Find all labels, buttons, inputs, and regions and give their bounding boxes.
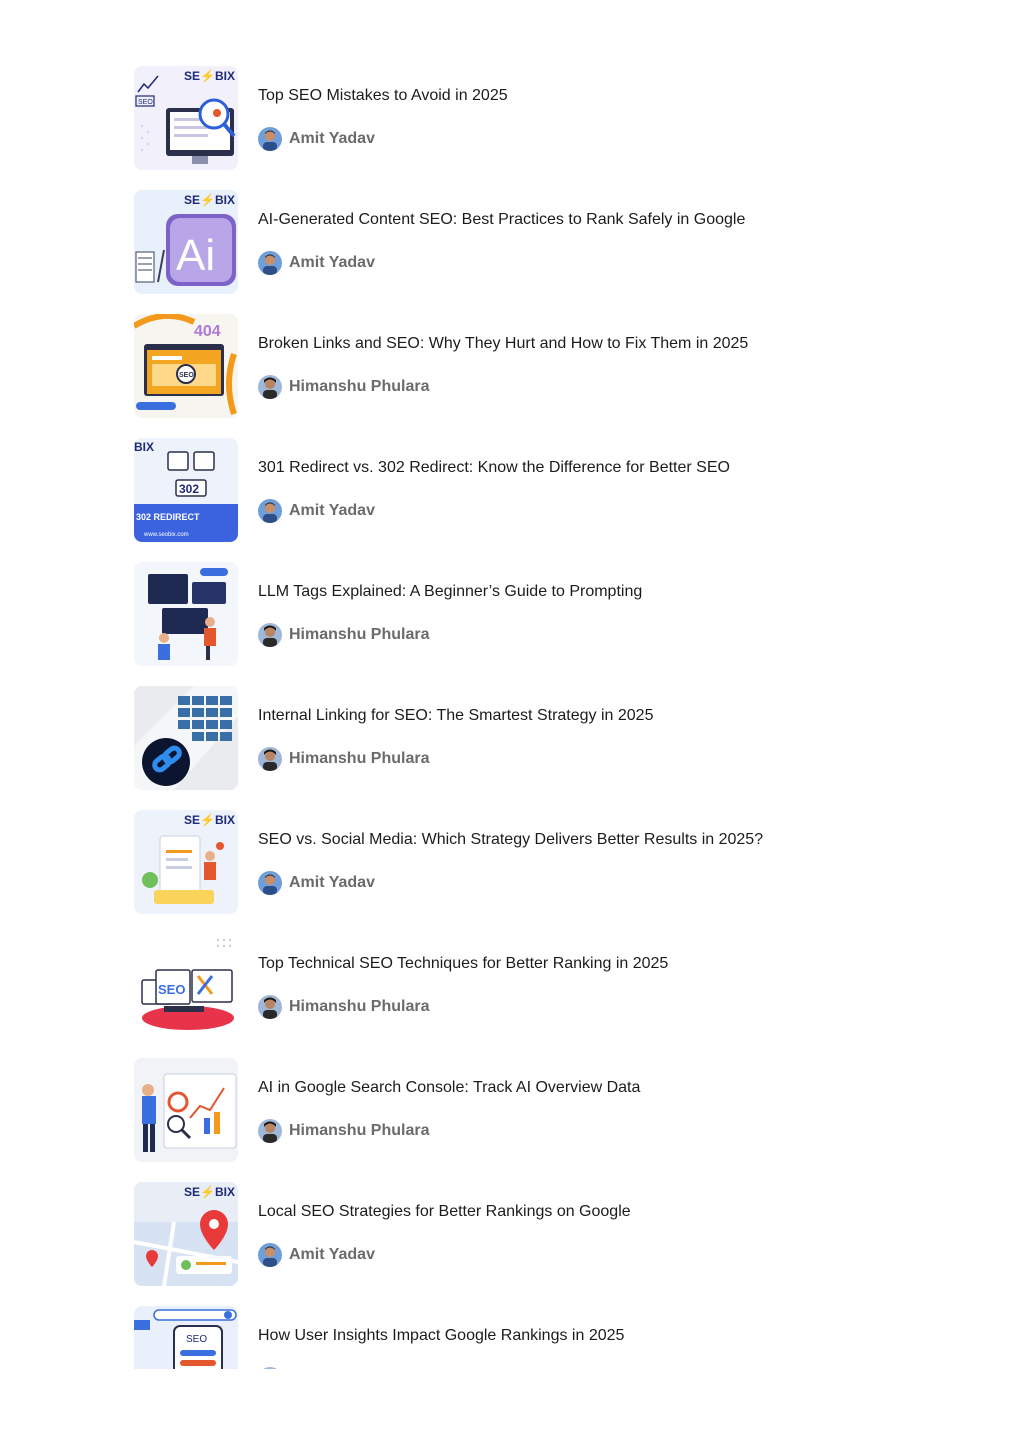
local-seo-thumbnail[interactable] [134,1182,238,1286]
author-link[interactable] [258,127,375,151]
blog-post-card[interactable] [134,438,894,542]
author-link[interactable] [258,995,429,1019]
blog-post-card[interactable] [134,1058,894,1162]
post-title[interactable]: Internal Linking for SEO: The Smartest Strategy in 2025 [258,707,654,724]
author-name: Himanshu Phulara [289,998,430,1015]
blog-post-card[interactable] [134,314,894,418]
broken-links-illustration-icon [134,314,238,418]
brand-logo-text: SE⚡BIX [184,69,235,83]
avatar [258,871,282,895]
author-name: Amit Yadav [289,254,375,271]
svg-text:SEO: SEO [179,372,194,379]
author-name: Himanshu Phulara [289,1122,430,1139]
avatar [258,1119,282,1143]
svg-text:302 REDIRECT: 302 REDIRECT [136,512,200,522]
user-insights-thumbnail[interactable] [134,1306,238,1369]
avatar [258,375,282,399]
blog-post-card[interactable] [134,1182,894,1286]
seo-mistakes-illustration-icon [134,66,238,170]
author-link[interactable] [258,1367,289,1369]
post-title[interactable]: How User Insights Impact Google Rankings in 2025 [258,1327,625,1344]
blog-post-card[interactable] [134,66,894,170]
blog-post-card[interactable] [134,810,894,914]
post-title[interactable]: Top SEO Mistakes to Avoid in 2025 [258,87,508,104]
llm-tags-thumbnail[interactable] [134,562,238,666]
author-link[interactable] [258,623,429,647]
avatar [258,251,282,275]
author-name: Himanshu Phulara [289,750,430,767]
blog-post-card[interactable] [134,1306,894,1369]
avatar [258,995,282,1019]
technical-seo-thumbnail[interactable] [134,934,238,1038]
internal-linking-thumbnail[interactable] [134,686,238,790]
blog-post-card[interactable] [134,934,894,1038]
llm-tags-illustration-icon [134,562,238,666]
post-title[interactable]: AI-Generated Content SEO: Best Practices to Rank Safely in Google [258,211,746,228]
author-name: Himanshu Phulara [289,378,430,395]
author-name: Amit Yadav [289,130,375,147]
svg-text:302: 302 [179,482,200,496]
avatar [258,747,282,771]
avatar [258,499,282,523]
technical-seo-illustration-icon [134,934,238,1038]
redirect-illustration-icon [134,438,238,542]
post-title[interactable]: LLM Tags Explained: A Beginner’s Guide to Prompting [258,583,643,600]
broken-links-thumbnail[interactable] [134,314,238,418]
author-link[interactable] [258,499,375,523]
seo-mistakes-thumbnail[interactable] [134,66,238,170]
author-link[interactable] [258,747,429,771]
author-link[interactable] [258,251,375,275]
seo-vs-social-illustration-icon [134,810,238,914]
post-title[interactable]: Local SEO Strategies for Better Rankings on Google [258,1203,631,1220]
brand-logo-text: SE⚡BIX [184,813,235,827]
post-title[interactable]: 301 Redirect vs. 302 Redirect: Know the Difference for Better SEO [258,459,730,476]
svg-text:www.seobix.com: www.seobix.com [144,532,189,538]
blog-post-card[interactable] [134,686,894,790]
post-title[interactable]: Top Technical SEO Techniques for Better Ranking in 2025 [258,955,669,972]
post-title[interactable]: AI in Google Search Console: Track AI Overview Data [258,1079,641,1096]
svg-text:SEO: SEO [138,99,153,106]
search-console-thumbnail[interactable] [134,1058,238,1162]
brand-logo-text: SE⚡BIX [184,193,235,207]
author-name: Amit Yadav [289,502,375,519]
author-name: Amit Yadav [289,874,375,891]
user-insights-illustration-icon [134,1306,238,1369]
svg-text:404: 404 [194,323,221,340]
ai-content-thumbnail[interactable] [134,190,238,294]
blog-post-card[interactable] [134,190,894,294]
avatar [258,623,282,647]
avatar [258,1367,282,1369]
brand-logo-text: SE⚡BIX [184,1185,235,1199]
author-name: Himanshu Phulara [289,626,430,643]
seo-vs-social-thumbnail[interactable] [134,810,238,914]
svg-text:SEO: SEO [186,1334,208,1345]
post-title[interactable]: SEO vs. Social Media: Which Strategy Delivers Better Results in 2025? [258,831,764,848]
brand-logo-text: BIX [134,440,155,454]
ai-content-illustration-icon [134,190,238,294]
post-title[interactable]: Broken Links and SEO: Why They Hurt and How to Fix Them in 2025 [258,335,749,352]
blog-post-card[interactable] [134,562,894,666]
redirect-thumbnail[interactable] [134,438,238,542]
author-link[interactable] [258,375,429,399]
svg-text:Ai: Ai [176,231,216,280]
avatar [258,1243,282,1267]
author-link[interactable] [258,1119,429,1143]
avatar [258,127,282,151]
blog-post-list [134,66,894,1369]
search-console-illustration-icon [134,1058,238,1162]
author-link[interactable] [258,871,375,895]
author-name: Amit Yadav [289,1246,375,1263]
local-seo-illustration-icon [134,1182,238,1286]
internal-linking-illustration-icon [134,686,238,790]
svg-text:SEO: SEO [158,982,186,997]
author-link[interactable] [258,1243,375,1267]
